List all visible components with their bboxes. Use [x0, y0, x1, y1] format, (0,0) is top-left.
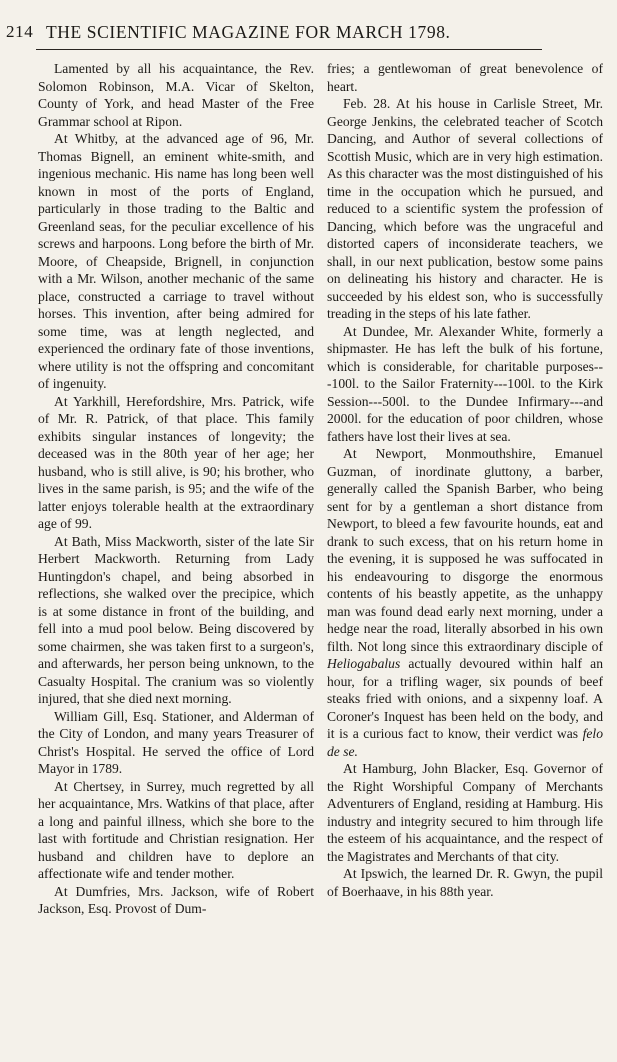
obituary-blacker: At Hamburg, John Blacker, Esq. Governor of the Right Worshipful Company of Merchants Adventurers of England, residing at Hamburg. His industry and integrity secured to him through life the esteem of his acquaintance, and the respect of the Magistrates and Merchants of that city. — [327, 761, 603, 864]
obituary-mackworth: At Bath, Miss Mackworth, sister of the late Sir Herbert Mackworth. Returning from Lady Huntingdon's chapel, and being absorbed in reflections, she walked over the precipice, which is at some distance in front of the building, and fell into a mud pool below. Being discovered by some chairmen, she was taken first to a surgeon's, and afterwards, her person being unknown, to the Casualty Hospital. The cranium was so violently injured, that she died next morning. — [38, 533, 314, 706]
obituary-gwyn: At Ipswich, the learned Dr. R. Gwyn, the pupil of Boerhaave, in his 88th year. — [327, 866, 603, 899]
obituary-jackson-end: fries; a gentlewoman of great benevolence of heart. — [327, 61, 603, 94]
obituary-patrick: At Yarkhill, Herefordshire, Mrs. Patrick, wife of Mr. R. Patrick, of that place. This family exhibits singular instances of longevity; the deceased was in the 80th year of her age; her husband, who is still alive, is 90; his brother, who lives in the same parish, is 95; and the wife of the latter enjoys tolerable health at the extraordinary age of 99. — [38, 393, 314, 531]
page-header — [6, 20, 606, 48]
heliogabalus-italic: Heliogabalus — [327, 656, 401, 671]
header-rule — [36, 49, 542, 50]
obituary-jenkins: Feb. 28. At his house in Carlisle Street, Mr. George Jenkins, the celebrated teacher of Scotch Dancing, and Author of several collections of Scottish Music, which are in very high estimation. As this character was the most distinguished of his time in the occupation which he pursued, and reduced to a scientific system the profession of Dancing, which before was the ungraceful and distorted capers of inconsiderate teachers, we shall, in our next publication, bestow some pains on delineating his history and character. He is succeeded by his eldest son, who is successfully treading in the steps of his late father. — [327, 96, 603, 321]
obituary-robinson: Lamented by all his acquaintance, the Rev. Solomon Robinson, M.A. Vicar of Skelton, County of York, and head Master of the Free Grammar school at Ripon. — [38, 61, 314, 129]
left-column — [38, 60, 314, 1055]
obituary-bignell: At Whitby, at the advanced age of 96, Mr. Thomas Bignell, an eminent white-smith, and ingenious mechanic. His name has long been well known in most of the ports of England, particularly in those trading to the Baltic and Greenland seas, for the peculiar excellence of his screws and harpoons. Long before the birth of Mr. Moore, of Cheapside, Brignell, in conjunction with a Mr. Wilson, another mechanic of the same place, constructed a carriage to travel without horses. This invention, after being admired for some time, was at length neglected, and experienced the ordinary fate of those inventions, where utility is not the offspring and concomitant of ingenuity. — [38, 131, 314, 391]
guzman-text-a: At Newport, Monmouthshire, Emanuel Guzman, of inordinate gluttony, a barber, generally called the Spanish Barber, who being sent for by a gentleman a short distance from Newport, to bleed a few favourite hounds, eat and drank to such excess, that on his return home in the evening, it is supposed he was suffocated in his endeavouring to disgorge the enormous contents of his beastly appetite, as the unhappy man was found dead early next morning, under a hedge near the road, literally absorbed in his own filth. Not long since this extraordinary disciple of — [327, 446, 603, 654]
right-column — [327, 60, 603, 1055]
obituary-watkins: At Chertsey, in Surrey, much regretted by all her acquaintance, Mrs. Watkins of that place, after a long and painful illness, which she bore to the last with fortitude and Christian resignation. Her husband and children have to deplore an affectionate wife and tender mother. — [38, 778, 314, 881]
obituary-guzman — [327, 445, 603, 760]
obituary-gill: William Gill, Esq. Stationer, and Alderman of the City of London, and many years Treasurer of Christ's Hospital. He served the office of Lord Mayor in 1789. — [38, 708, 314, 776]
obituary-jackson-start: At Dumfries, Mrs. Jackson, wife of Robert Jackson, Esq. Provost of Dum- — [38, 883, 314, 916]
guzman-text-b: actually devoured within half an hour, for a trifling wager, six pounds of beef steaks fried with onions, and a sixpenny loaf. A Coroner's Inquest has been held on the body, and it is a curious fact to know, their verdict was — [327, 656, 603, 741]
running-title: THE SCIENTIFIC MAGAZINE FOR MARCH 1798. — [46, 22, 451, 42]
page-number: 214 — [6, 22, 34, 41]
verdict-italic: felo de se. — [327, 726, 603, 759]
obituary-white: At Dundee, Mr. Alexander White, formerly a shipmaster. He has left the bulk of his fortune, which is considerable, for charitable purposes---100l. to the Sailor Fraternity---100l. to the Kirk Session---500l. to the Dundee Infirmary---and 2000l. for the education of poor children, whose fathers have lost their lives at sea. — [327, 323, 603, 444]
